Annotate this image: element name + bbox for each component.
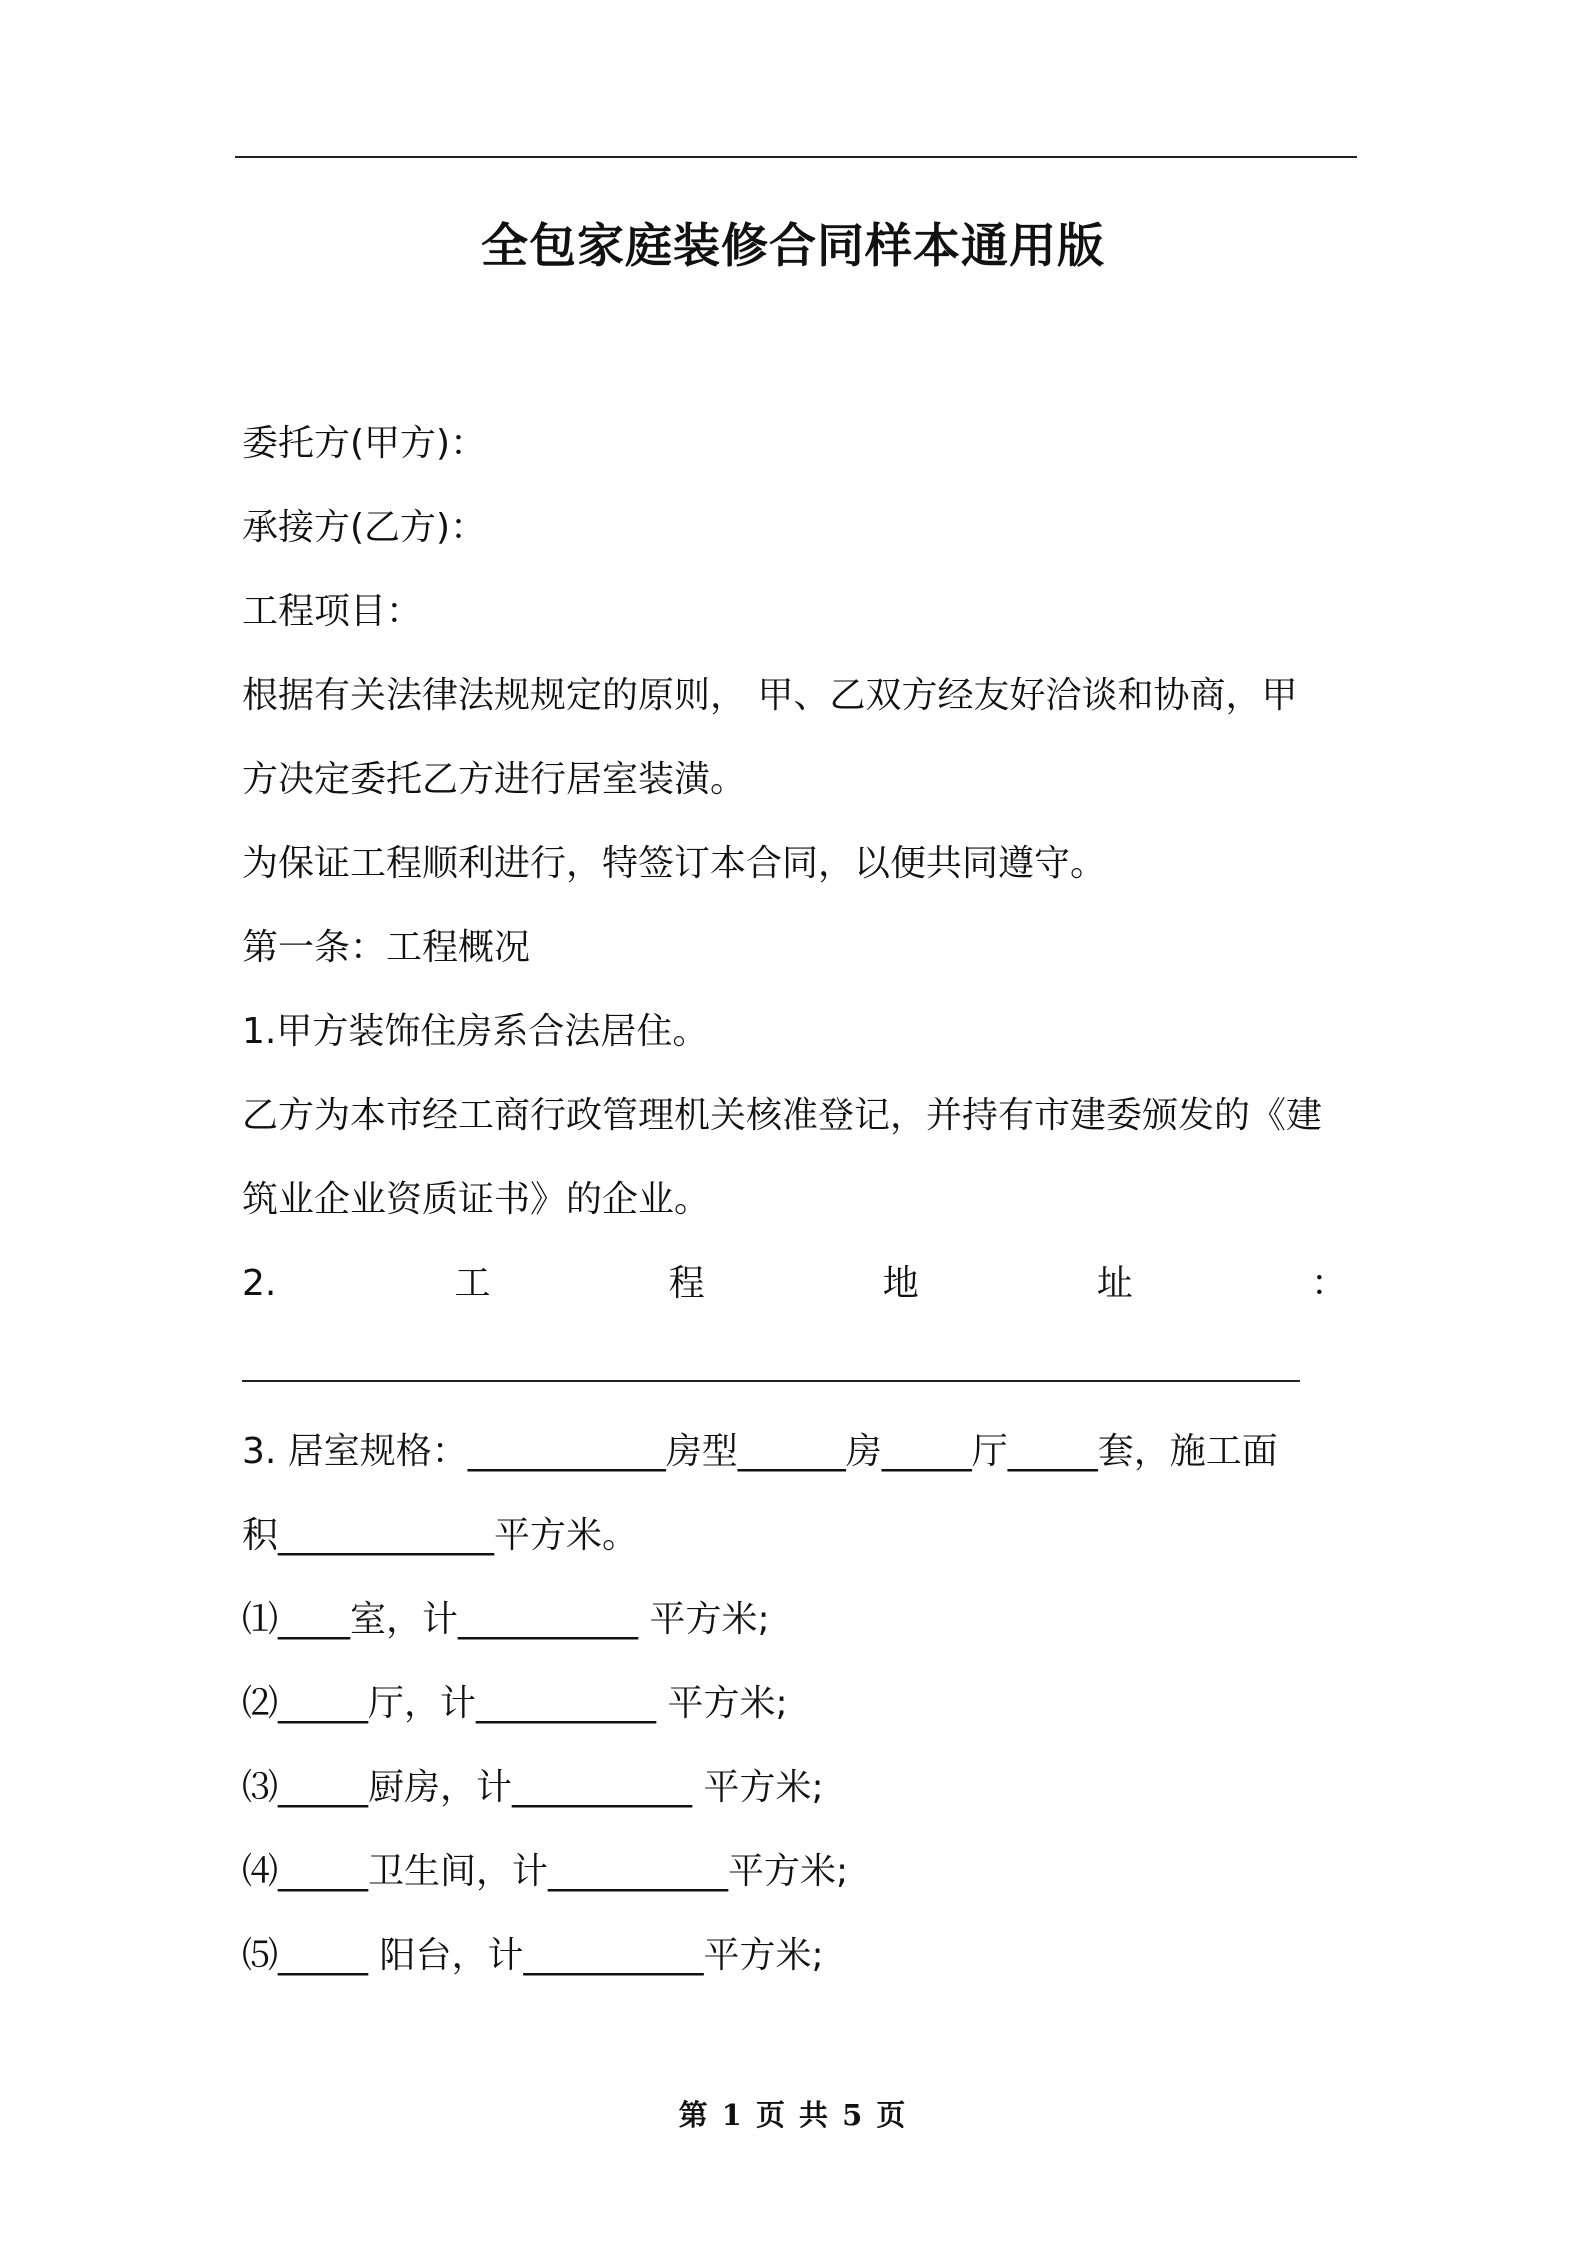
address-blank-underline	[242, 1380, 1300, 1382]
clause-line: 筑业企业资质证书》的企业。	[242, 1179, 711, 1220]
room-spec-line: 积____________平方米。	[242, 1515, 639, 1556]
room-item-line: ⑵_____厅，计__________ 平方米;	[242, 1683, 788, 1724]
document-body	[242, 402, 1357, 1998]
room-item-line: ⑸_____ 阳台，计__________平方米;	[242, 1935, 824, 1976]
contractor-party-line: 承接方(乙方)：	[242, 507, 487, 548]
address-label-part: 址	[1096, 1263, 1133, 1304]
address-label-part: 2.	[242, 1263, 277, 1304]
address-label-part: 地	[882, 1263, 919, 1304]
address-label-row	[242, 1242, 1347, 1326]
paragraph-line: 根据有关法律法规规定的原则， 甲、乙双方经友好洽谈和协商，甲	[242, 675, 1298, 716]
clause-line: 乙方为本市经工商行政管理机关核准登记，并持有市建委颁发的《建	[242, 1095, 1323, 1136]
article-heading: 第一条：工程概况	[242, 927, 531, 968]
address-label-part: 程	[668, 1263, 705, 1304]
page-footer: 第 1 页 共 5 页	[678, 2098, 908, 2132]
project-line: 工程项目：	[242, 591, 423, 632]
room-spec-line: 3. 居室规格：___________房型______房_____厅_____套，施工面	[242, 1431, 1278, 1472]
room-item-line: ⑴____室，计__________ 平方米;	[242, 1599, 770, 1640]
address-blank	[242, 1326, 1357, 1410]
header-rule	[235, 156, 1357, 158]
paragraph-line: 方决定委托乙方进行居室装潢。	[242, 759, 747, 800]
paragraph-line: 为保证工程顺利进行，特签订本合同，以便共同遵守。	[242, 843, 1107, 884]
address-label-part: ：	[1310, 1263, 1347, 1304]
clause-line: 1.甲方装饰住房系合法居住。	[242, 1011, 709, 1052]
client-party-line: 委托方(甲方)：	[242, 423, 487, 464]
room-item-line: ⑶_____厨房，计__________ 平方米;	[242, 1767, 824, 1808]
document-title: 全包家庭装修合同样本通用版	[481, 219, 1105, 274]
address-label-part: 工	[454, 1263, 491, 1304]
room-item-line: ⑷_____卫生间，计__________平方米;	[242, 1851, 849, 1892]
